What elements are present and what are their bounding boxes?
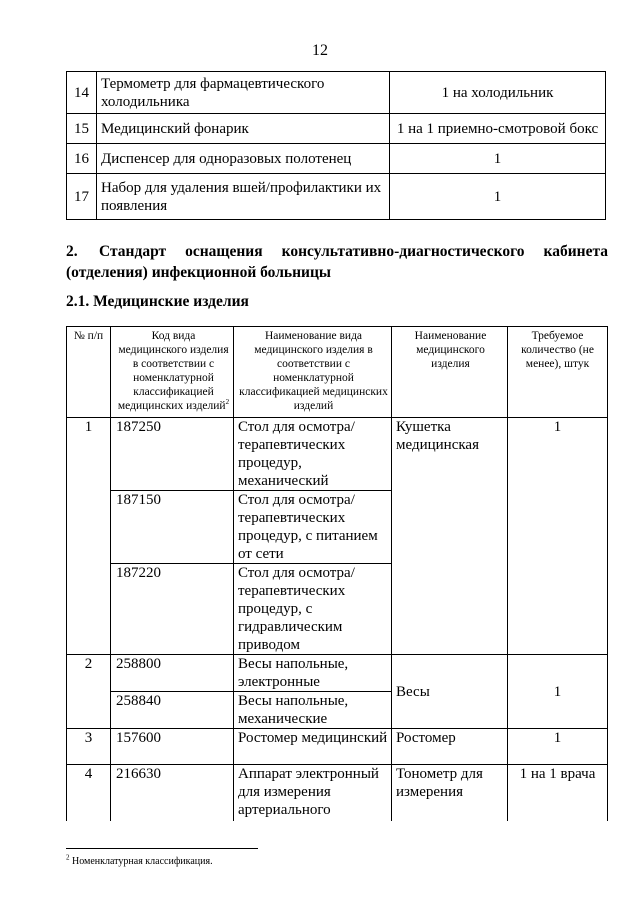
table-row (67, 418, 608, 491)
device-type-name: Стол для осмотра/терапевтических процедур, механический (234, 418, 392, 491)
table-row (67, 729, 608, 765)
page-number: 12 (312, 42, 328, 59)
device-quantity: 1 (508, 418, 608, 655)
device-type-name: Весы напольные, механические (234, 692, 392, 729)
device-quantity: 1 на 1 врача (508, 765, 608, 821)
device-code: 216630 (111, 765, 234, 821)
table-row (67, 174, 606, 220)
subsection-heading: 2.1. Медицинские изделия (66, 293, 249, 310)
item-quantity: 1 на холодильник (390, 72, 606, 114)
table-header-row (67, 327, 608, 418)
device-type-name: Стол для осмотра/терапевтических процедур, с гидравлическим приводом (234, 564, 392, 655)
section-heading (66, 241, 608, 283)
item-quantity: 1 на 1 приемно-смотровой бокс (390, 114, 606, 144)
item-name: Термометр для фармацевтического холодильника (97, 72, 390, 114)
device-type-name: Стол для осмотра/терапевтических процедур, с питанием от сети (234, 491, 392, 564)
device-quantity: 1 (508, 729, 608, 765)
device-type-name: Ростомер медицинский (234, 729, 392, 765)
device-code: 258840 (111, 692, 234, 729)
footnote-divider (66, 848, 258, 849)
item-name: Диспенсер для одноразовых полотенец (97, 144, 390, 174)
item-name: Медицинский фонарик (97, 114, 390, 144)
device-type-name: Аппарат электронный для измерения артериального (234, 765, 392, 821)
section-number: 2. (66, 243, 78, 260)
table-row (67, 765, 608, 821)
table-row (67, 114, 606, 144)
device-name: Тонометр для измерения (392, 765, 508, 821)
medical-devices-table (66, 326, 608, 821)
device-code: 187220 (111, 564, 234, 655)
table-row (67, 72, 606, 114)
row-number: 2 (67, 655, 111, 729)
device-code: 258800 (111, 655, 234, 692)
device-name: Кушетка медицинская (392, 418, 508, 655)
header-device-name: Наименование медицинского изделия (392, 327, 508, 418)
device-name: Весы (392, 655, 508, 729)
header-code-text: Код вида медицинского изделия в соответствии с номенклатурной классификацией медицинских изделий (117, 330, 229, 412)
footnote-marker: 2 (225, 398, 230, 407)
item-quantity: 1 (390, 144, 606, 174)
header-number: № п/п (67, 327, 111, 418)
device-code: 157600 (111, 729, 234, 765)
footnote-text: Номенклатурная классификация. (72, 856, 213, 867)
header-code (111, 327, 234, 418)
row-number: 1 (67, 418, 111, 655)
row-number: 14 (67, 72, 97, 114)
section-title: Стандарт оснащения консультативно-диагностического кабинета (отделения) инфекционной больницы (66, 243, 608, 281)
item-quantity: 1 (390, 174, 606, 220)
row-number: 3 (67, 729, 111, 765)
table-row (67, 144, 606, 174)
footnote-marker: 2 (66, 853, 70, 862)
footnote (66, 853, 213, 867)
device-type-name: Весы напольные, электронные (234, 655, 392, 692)
row-number: 17 (67, 174, 97, 220)
device-name: Ростомер (392, 729, 508, 765)
row-number: 15 (67, 114, 97, 144)
equipment-table-continued (66, 71, 606, 220)
table-row (67, 655, 608, 692)
row-number: 4 (67, 765, 111, 821)
row-number: 16 (67, 144, 97, 174)
device-code: 187150 (111, 491, 234, 564)
device-code: 187250 (111, 418, 234, 491)
device-quantity: 1 (508, 655, 608, 729)
header-quantity: Требуемое количество (не менее), штук (508, 327, 608, 418)
item-name: Набор для удаления вшей/профилактики их появления (97, 174, 390, 220)
header-type-name: Наименование вида медицинского изделия в соответствии с номенклатурной классификацией медицинских изделий (234, 327, 392, 418)
